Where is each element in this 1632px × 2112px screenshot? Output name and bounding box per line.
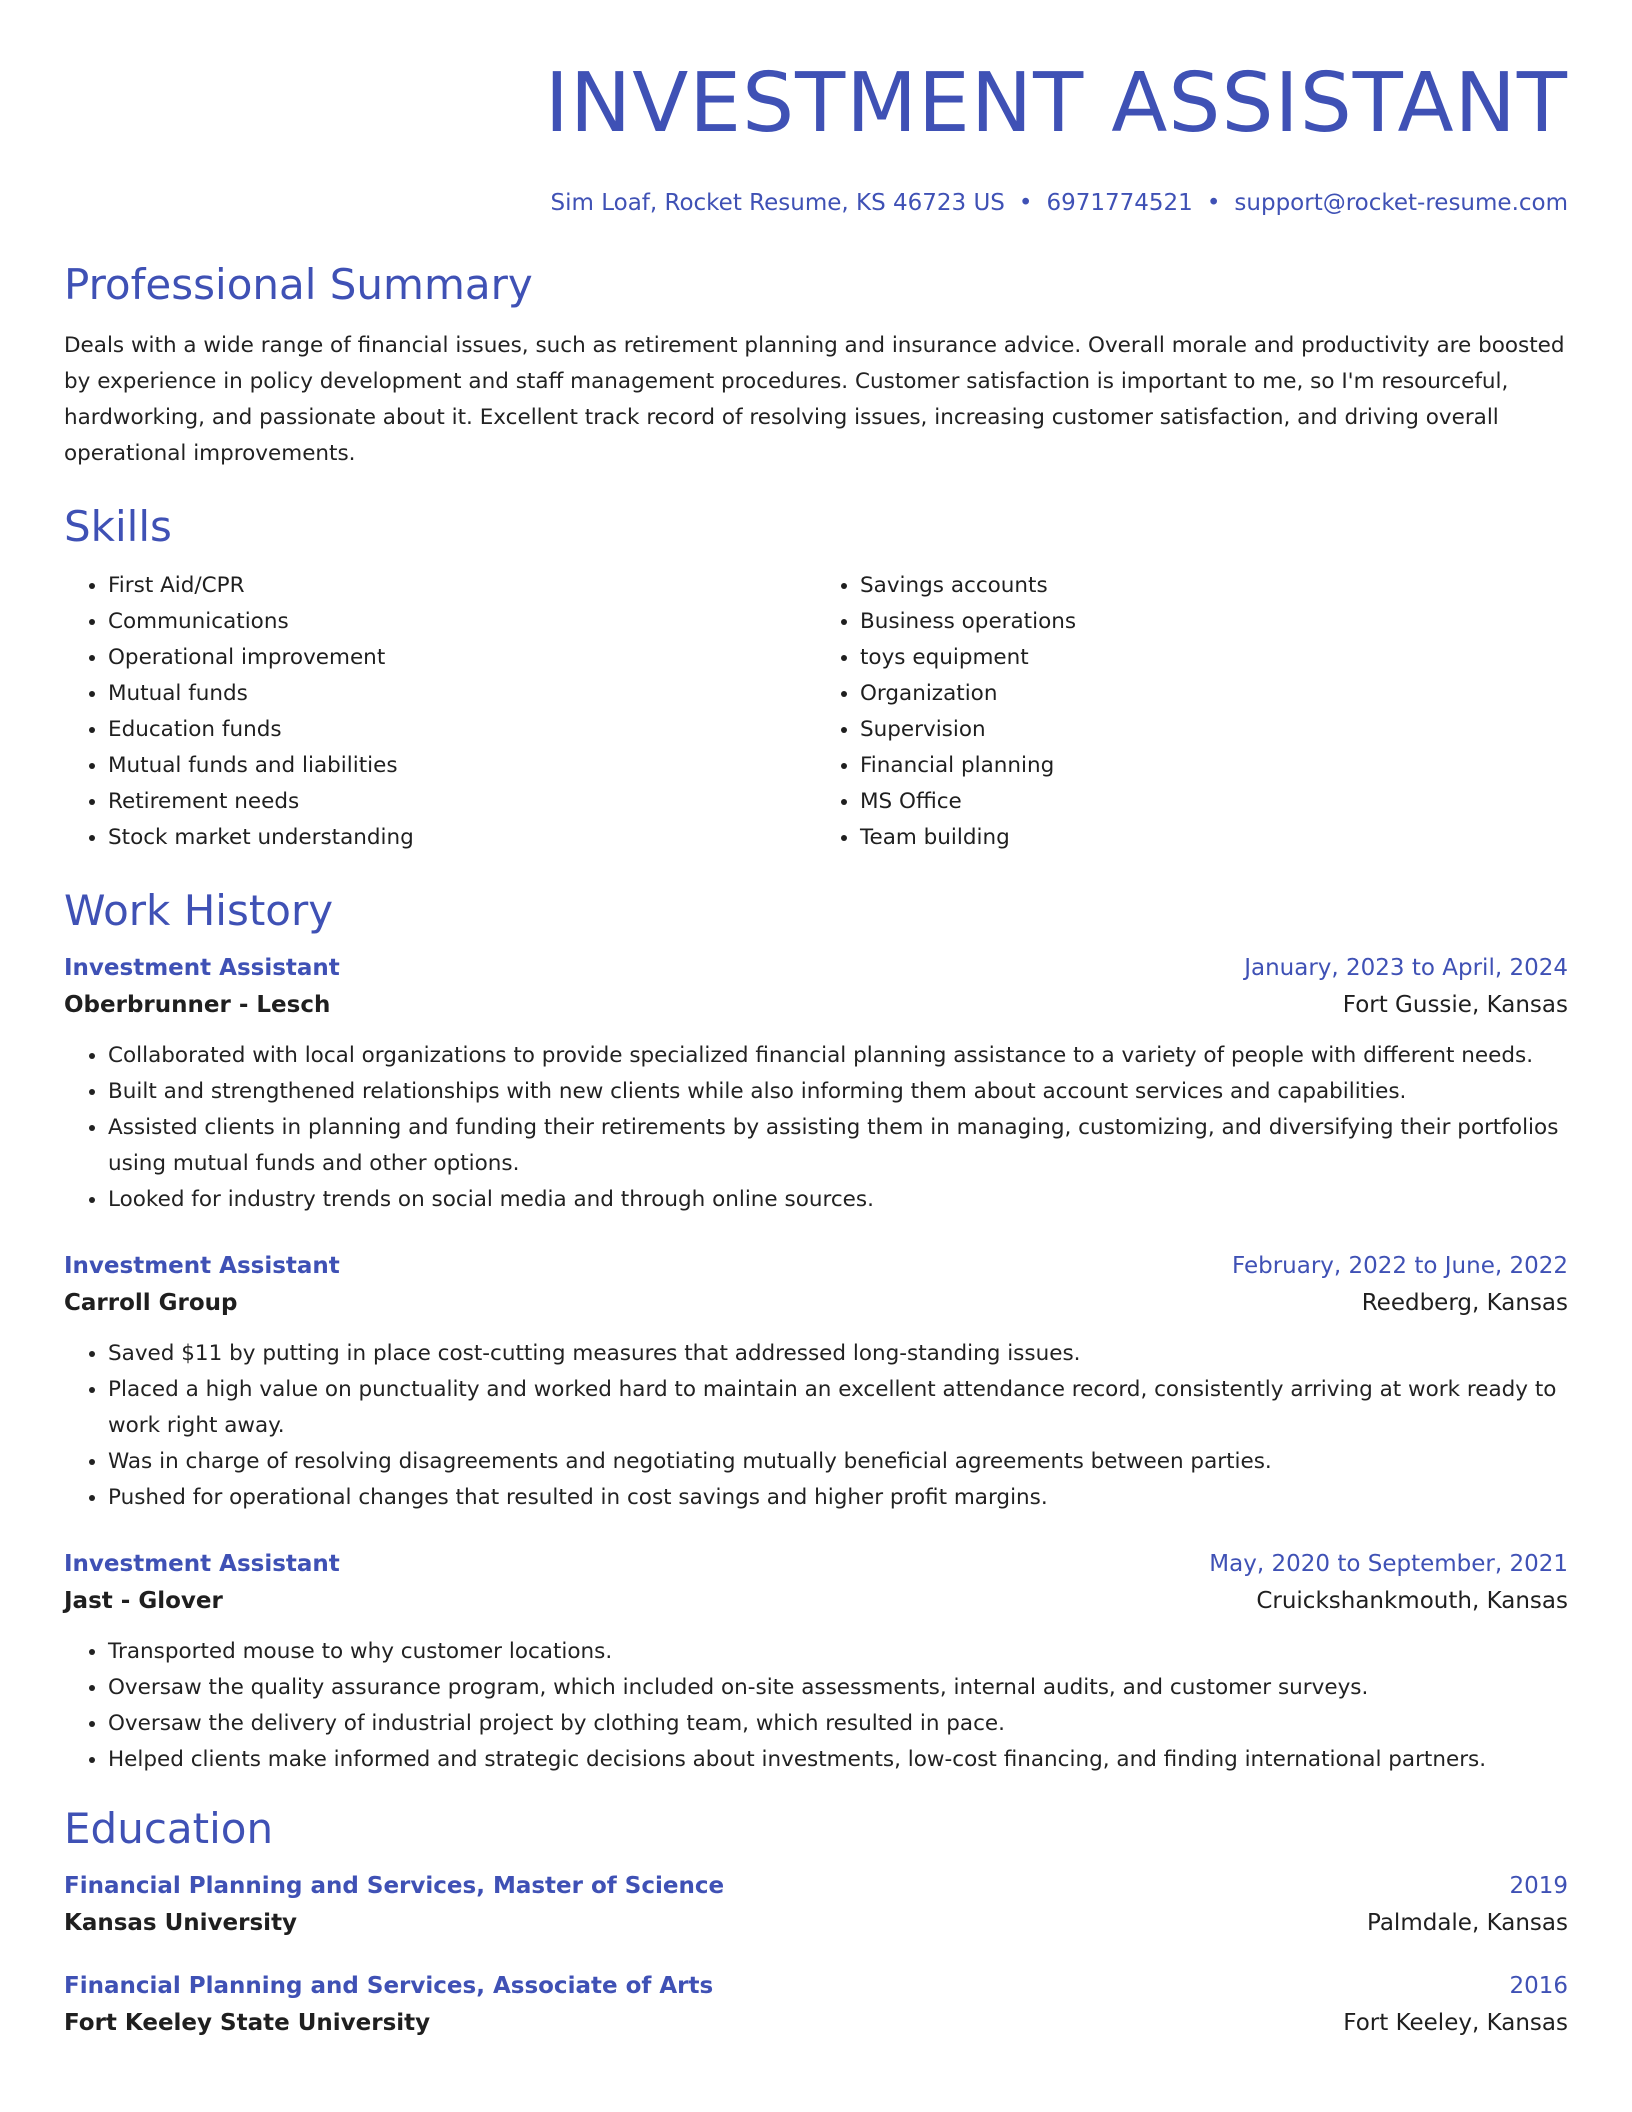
skill-item: • Savings accounts [860,568,1568,604]
skills-heading: Skills [64,502,172,551]
degree-year: 2016 [1509,1973,1568,1999]
job-bullet: • Helped clients make informed and strategic decisions about investments, low-cost financing, and finding international partners. [108,1742,1568,1778]
skills-list-left [64,568,816,856]
skill-item: • Financial planning [860,748,1568,784]
job-company: Jast - Glover [64,1588,223,1614]
job-dates: May, 2020 to September, 2021 [1209,1551,1568,1577]
contact-line [64,188,1568,218]
job-entry [64,950,1568,1218]
job-bullets [64,1336,1568,1516]
school-name: Kansas University [64,1910,298,1936]
job-dates: January, 2023 to April, 2024 [1244,955,1568,981]
job-company: Oberbrunner - Lesch [64,992,331,1018]
degree-title: Financial Planning and Services, Master of Science [64,1873,725,1899]
job-company: Carroll Group [64,1290,238,1316]
contact-separator: • [1018,190,1033,216]
job-bullet: • Placed a high value on punctuality and worked hard to maintain an excellent attendance record, consistently arriving at work ready to work right away. [108,1372,1568,1444]
work-history-section [64,886,1568,1778]
skill-item: • Mutual funds and liabilities [108,748,816,784]
skill-item: • MS Office [860,784,1568,820]
job-title: Investment Assistant [64,1551,340,1577]
job-bullet: • Assisted clients in planning and funding their retirements by assisting them in managing, customizing, and diversifying their portfolios using mutual funds and other options. [108,1110,1568,1182]
job-location: Cruickshankmouth, Kansas [1256,1588,1568,1614]
summary-text: Deals with a wide range of financial issues, such as retirement planning and insurance advice. Overall morale and productivity are boosted by experience in policy development and staff management procedures. Customer satisfaction is important to me, so I'm resourceful, hardworking, and passionate about it. Excellent track record of resolving issues, increasing customer satisfaction, and driving overall operational improvements. [64,333,1565,466]
contact-separator: • [1206,190,1221,216]
job-title: Investment Assistant [64,1253,340,1279]
job-company-row [64,986,1568,1024]
job-bullet: • Pushed for operational changes that resulted in cost savings and higher profit margins. [108,1480,1568,1516]
job-title-row [64,950,1568,986]
school-name: Fort Keeley State University [64,2010,431,2036]
job-bullet: • Saved $11 by putting in place cost-cutting measures that addressed long-standing issues. [108,1336,1568,1372]
summary-section [64,260,1568,472]
job-bullet: • Was in charge of resolving disagreements and negotiating mutually beneficial agreements between parties. [108,1444,1568,1480]
contact-email: support@rocket-resume.com [1234,190,1568,216]
degree-title: Financial Planning and Services, Associate of Arts [64,1973,714,1999]
skill-item: • First Aid/CPR [108,568,816,604]
job-title-row [64,1248,1568,1284]
skill-item: • Operational improvement [108,640,816,676]
skill-item: • Supervision [860,712,1568,748]
education-section [64,1804,1568,2042]
skill-item: • Organization [860,676,1568,712]
school-row [64,1904,1568,1942]
job-company-row [64,1582,1568,1620]
resume-header [64,56,1568,218]
contact-address: Sim Loaf, Rocket Resume, KS 46723 US [550,190,1005,216]
education-entry [64,1868,1568,1942]
job-entry [64,1248,1568,1516]
job-dates: February, 2022 to June, 2022 [1231,1253,1568,1279]
job-title-row [64,1546,1568,1582]
job-bullet: • Looked for industry trends on social media and through online sources. [108,1182,1568,1218]
skill-item: • Business operations [860,604,1568,640]
skill-item: • Stock market understanding [108,820,816,856]
job-location: Fort Gussie, Kansas [1342,992,1568,1018]
school-row [64,2004,1568,2042]
job-bullets [64,1634,1568,1778]
work-history-heading: Work History [64,886,334,935]
job-bullets [64,1038,1568,1218]
degree-year: 2019 [1509,1873,1568,1899]
page-title: INVESTMENT ASSISTANT [544,56,1568,151]
skill-item: • Team building [860,820,1568,856]
skills-list-right [816,568,1568,856]
skill-item: • toys equipment [860,640,1568,676]
education-heading: Education [64,1804,274,1853]
skill-item: • Mutual funds [108,676,816,712]
skill-item: • Communications [108,604,816,640]
job-bullet: • Oversaw the delivery of industrial project by clothing team, which resulted in pace. [108,1706,1568,1742]
skill-item: • Education funds [108,712,816,748]
job-bullet: • Built and strengthened relationships with new clients while also informing them about account services and capabilities. [108,1074,1568,1110]
skills-grid [64,568,1568,856]
summary-heading: Professional Summary [64,260,533,309]
job-title: Investment Assistant [64,955,340,981]
skills-section [64,502,1568,856]
job-bullet: • Oversaw the quality assurance program, which included on-site assessments, internal audits, and customer surveys. [108,1670,1568,1706]
school-location: Palmdale, Kansas [1367,1910,1568,1936]
job-bullet: • Collaborated with local organizations to provide specialized financial planning assistance to a variety of people with different needs. [108,1038,1568,1074]
degree-row [64,1968,1568,2004]
skill-item: • Retirement needs [108,784,816,820]
job-entry [64,1546,1568,1778]
job-company-row [64,1284,1568,1322]
job-bullet: • Transported mouse to why customer locations. [108,1634,1568,1670]
education-entry [64,1968,1568,2042]
job-location: Reedberg, Kansas [1361,1290,1568,1316]
contact-phone: 6971774521 [1046,190,1193,216]
degree-row [64,1868,1568,1904]
school-location: Fort Keeley, Kansas [1343,2010,1568,2036]
